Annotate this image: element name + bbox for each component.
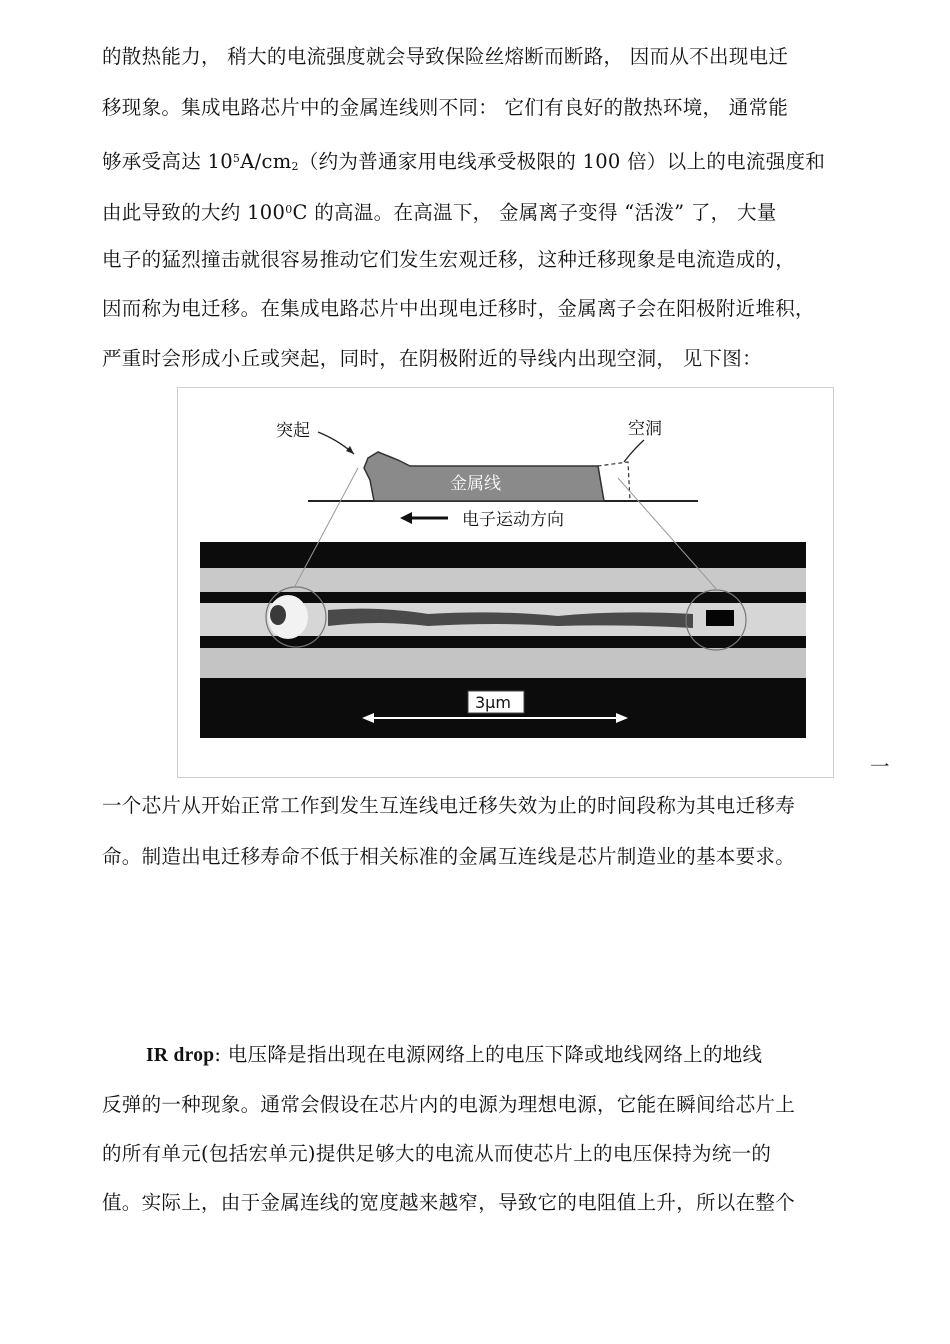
hillock-shadow [270,605,286,625]
scale-label: 3μm [475,693,511,712]
lower-stripe [200,648,806,678]
electron-direction-label: 电子运动方向 [462,510,564,530]
void-pointer [624,440,644,462]
text-run: （约为普通家用电线承受极限的 100 倍）以上的电流强度和 [298,150,826,173]
figure-drawing [178,388,833,777]
text-run: C 的高温。在高温下， 金属离子变得 “活泼” 了， 大量 [292,201,777,224]
electron-arrowhead [400,512,412,524]
bump-label: 突起 [276,421,310,441]
text-run: : 电压降是指出现在电源网络上的电压下降或地线网络上的地线 [214,1043,763,1066]
paragraph-1-line-2: 移现象。集成电路芯片中的金属连线则不同： 它们有良好的散热环境， 通常能 [102,96,789,119]
paragraph-1-line-3 [102,147,825,179]
paragraph-3-line-2: 反弹的一种现象。通常会假设在芯片内的电源为理想电源，它能在瞬间给芯片上 [102,1093,796,1116]
trailing-dash: 一 [870,755,890,778]
electromigration-figure [177,387,834,778]
paragraph-1-line-6: 因而称为电迁移。在集成电路芯片中出现电迁移时，金属离子会在阳极附近堆积， [102,297,815,320]
void-spot [706,610,734,626]
text-run: A/cm [240,150,292,173]
superscript: 0 [285,203,293,216]
metal-line-label: 金属线 [450,474,501,494]
micrograph [200,468,806,738]
bump-arrowhead [346,446,354,454]
subscript: 2 [291,160,299,173]
superscript: 5 [232,152,241,165]
paragraph-1-line-5: 电子的猛烈撞击就很容易推动它们发生宏观迁移，这种迁移现象是电流造成的， [102,248,796,271]
paragraph-1-line-4 [102,198,777,225]
paragraph-3-line-1 [146,1043,762,1068]
paragraph-2-line-2: 命。制造出电迁移寿命不低于相关标准的金属互连线是芯片制造业的基本要求。 [102,845,796,868]
text-run: 由此导致的大约 100 [102,201,286,224]
paragraph-3-line-4: 值。实际上，由于金属连线的宽度越来越窄，导致它的电阻值上升，所以在整个 [102,1191,796,1214]
paragraph-1-line-7: 严重时会形成小丘或突起，同时，在阴极附近的导线内出现空洞， 见下图： [102,347,762,370]
paragraph-2-line-1: 一个芯片从开始正常工作到发生互连线电迁移失效为止的时间段称为其电迁移寿 [102,794,796,817]
text-run: 够承受高达 10 [102,150,233,173]
void-label: 空洞 [628,419,662,439]
ir-drop-term: IR drop [146,1045,215,1066]
paragraph-1-line-1: 的散热能力， 稍大的电流强度就会导致保险丝熔断而断路， 因而从不出现电迁 [102,45,789,68]
paragraph-3-line-3: 的所有单元(包括宏单元)提供足够大的电流从而使芯片上的电压保持为统一的 [102,1142,772,1165]
